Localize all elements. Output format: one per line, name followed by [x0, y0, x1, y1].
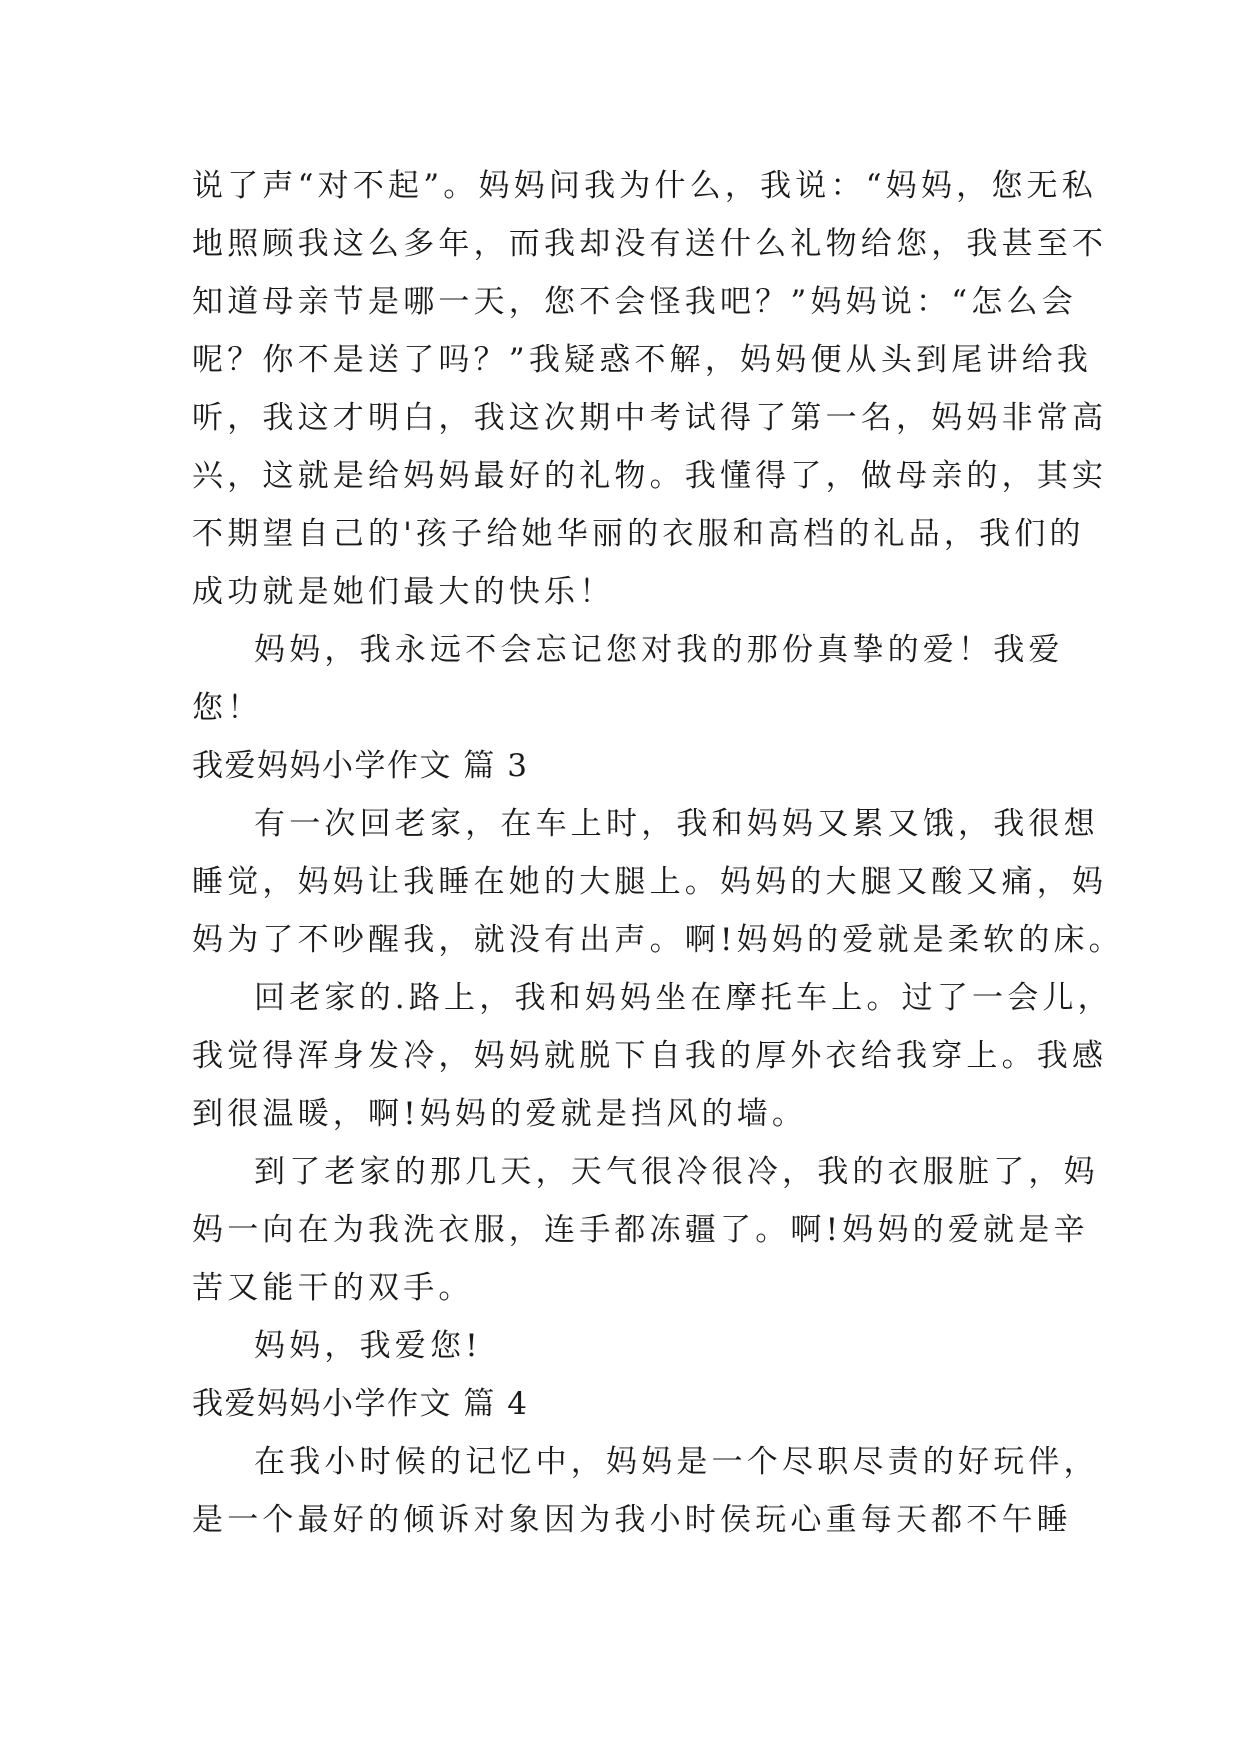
text-line: 呢？你不是送了吗？”我疑惑不解，妈妈便从头到尾讲给我	[192, 342, 1093, 378]
text-line: 妈为了不吵醒我，就没有出声。啊!妈妈的爱就是柔软的床。	[192, 922, 1124, 958]
text-line: 不期望自己的'孩子给她华丽的衣服和高档的礼品，我们的	[192, 516, 1085, 552]
text-line: 我觉得浑身发冷，妈妈就脱下自我的厚外衣给我穿上。我感	[192, 1038, 1108, 1074]
text-line: 知道母亲节是哪一天，您不会怪我吧？”妈妈说：“怎么会	[192, 284, 1077, 320]
text-line: 您！	[192, 690, 263, 726]
section-heading: 我爱妈妈小学作文 篇 3	[192, 748, 529, 784]
text-line: 是一个最好的倾诉对象因为我小时侯玩心重每天都不午睡	[192, 1502, 1072, 1538]
text-line: 妈一向在为我洗衣服，连手都冻疆了。啊!妈妈的爱就是辛	[192, 1212, 1089, 1248]
text-line: 在我小时候的记忆中，妈妈是一个尽职尽责的好玩伴，	[254, 1444, 1099, 1480]
text-line: 到很温暖，啊!妈妈的爱就是挡风的墙。	[192, 1096, 808, 1132]
text-line: 回老家的.路上，我和妈妈坐在摩托车上。过了一会儿，	[254, 980, 1113, 1016]
text-line: 兴，这就是给妈妈最好的礼物。我懂得了，做母亲的，其实	[192, 458, 1108, 494]
text-line: 听，我这才明白，我这次期中考试得了第一名，妈妈非常高	[192, 400, 1108, 436]
section-heading: 我爱妈妈小学作文 篇 4	[192, 1386, 529, 1422]
text-line: 妈妈，我永远不会忘记您对我的那份真挚的爱！我爱	[254, 632, 1064, 668]
text-line: 睡觉，妈妈让我睡在她的大腿上。妈妈的大腿又酸又痛，妈	[192, 864, 1108, 900]
text-line: 有一次回老家，在车上时，我和妈妈又累又饿，我很想	[254, 806, 1099, 842]
text-line: 成功就是她们最大的快乐！	[192, 574, 615, 610]
text-line: 地照顾我这么多年，而我却没有送什么礼物给您，我甚至不	[192, 226, 1108, 262]
text-line: 苦又能干的双手。	[192, 1270, 474, 1306]
text-line: 妈妈，我爱您!	[254, 1328, 482, 1364]
text-line: 到了老家的那几天，天气很冷很冷，我的衣服脏了，妈	[254, 1154, 1099, 1190]
text-line: 说了声“对不起”。妈妈问我为什么，我说：“妈妈，您无私	[192, 168, 1097, 204]
